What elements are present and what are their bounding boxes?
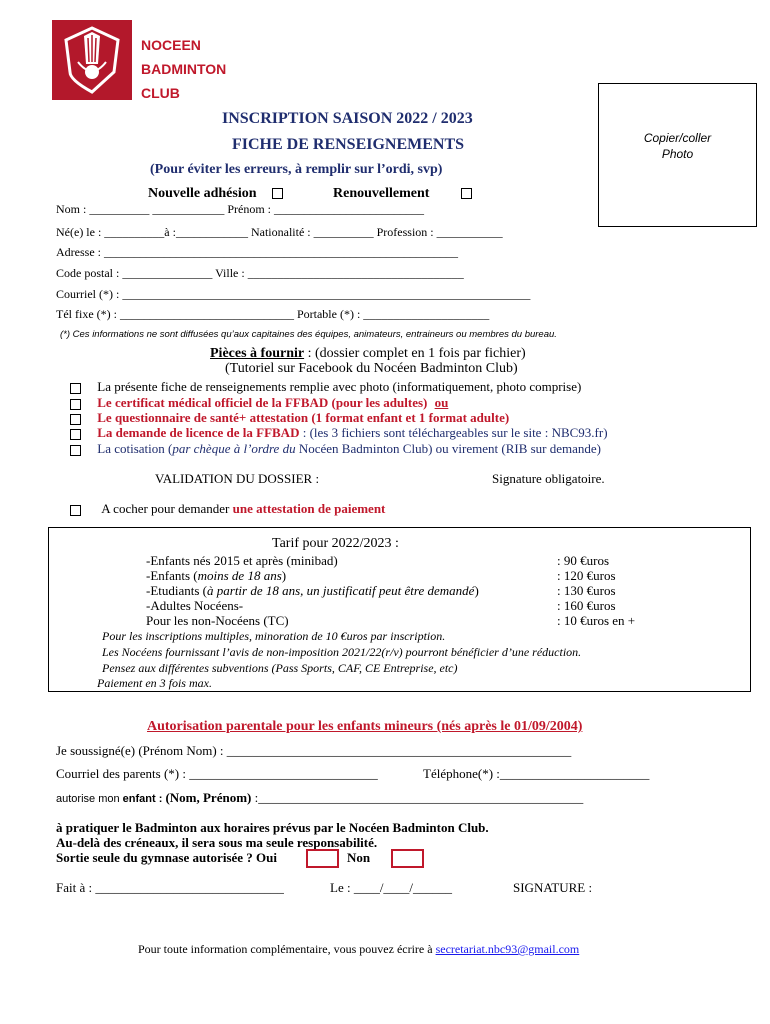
field-courriel-parents[interactable]: Courriel des parents (*) : _____________________________	[56, 766, 378, 781]
autorisation-title: Autorisation parentale pour les enfants mineurs (nés après le 01/09/2004)	[147, 719, 583, 734]
field-courriel[interactable]: Courriel (*) : ____________________________________________________________________	[56, 287, 531, 301]
field-nom[interactable]: Nom : __________ ____________ Prénom : _________________________	[56, 202, 424, 216]
checkbox-attestation[interactable]	[70, 505, 81, 516]
piece-label-ou: ou	[434, 395, 449, 410]
footer	[138, 942, 579, 957]
tarif-price-minibad: : 90 €uros	[557, 553, 609, 568]
choice-nouvelle-label: Nouvelle adhésion	[148, 186, 257, 201]
checkbox-renouvellement[interactable]	[461, 188, 472, 199]
signature-label: SIGNATURE :	[513, 880, 593, 895]
choice-nouvelle[interactable]	[148, 186, 283, 202]
piece-item-licence[interactable]	[70, 425, 608, 441]
tarif-row	[146, 568, 656, 584]
tarif-row	[146, 583, 656, 599]
piece-item-cotisation[interactable]	[70, 441, 601, 457]
piece-item-certificat[interactable]	[70, 395, 448, 411]
tarif-note-paiement: Paiement en 3 fois max.	[97, 676, 212, 690]
validation-label: VALIDATION DU DOSSIER :	[155, 471, 320, 486]
club-logo	[52, 20, 132, 100]
title-season: INSCRIPTION SAISON 2022 / 2023	[222, 110, 473, 127]
signature-required: Signature obligatoire.	[492, 471, 605, 486]
tarif-label-enfants: -Enfants (moins de 18 ans)	[146, 568, 287, 583]
field-fait-a[interactable]: Fait à : _____________________________	[56, 880, 284, 895]
nom-prenom-label: (Nom, Prénom)	[165, 790, 252, 805]
tarif-title: Tarif pour 2022/2023 :	[272, 536, 399, 551]
tarif-row	[146, 553, 656, 569]
checkbox-certificat[interactable]	[70, 399, 81, 410]
piece-label-cotisation-a: La cotisation (	[97, 441, 173, 456]
piece-label-cotisation-c: Nocéen Badminton Club) ou virement (RIB sur demande)	[295, 441, 602, 456]
checkbox-sortie-non[interactable]	[391, 849, 424, 868]
field-date[interactable]: Le : ____/____/______	[330, 880, 453, 895]
piece-label-cotisation-b: par chèque à l’ordre du	[172, 441, 296, 456]
field-code-postal[interactable]: Code postal : _______________ Ville : ____________________________________	[56, 266, 464, 280]
piece-label-certificat: Le certificat médical officiel de la FFBAD (pour les adultes)	[97, 395, 428, 410]
piece-label-licence-site: : (les 3 fichiers sont téléchargeables sur le site : NBC93.fr)	[299, 425, 608, 440]
field-telephone[interactable]: Tél fixe (*) : _____________________________ Portable (*) : _____________________	[56, 307, 490, 321]
tarif-row	[146, 613, 656, 629]
pieces-subtitle: (Tutoriel sur Facebook du Nocéen Badminton Club)	[225, 361, 518, 376]
title-fiche: FICHE DE RENSEIGNEMENTS	[232, 136, 465, 153]
photo-label: Copier/coller Photo	[643, 131, 712, 161]
enfant-label: enfant :	[122, 793, 166, 805]
checkbox-questionnaire[interactable]	[70, 414, 81, 425]
email-link[interactable]: secretariat.nbc93@gmail.com	[435, 942, 580, 956]
tarif-row	[146, 598, 656, 614]
field-soussigne[interactable]: Je soussigné(e) (Prénom Nom) : _____________________________________________________	[56, 743, 572, 758]
tarif-price-non-noceens: : 10 €uros en +	[557, 613, 636, 628]
attestation-red: une attestation de paiement	[232, 501, 386, 516]
checkbox-sortie-oui[interactable]	[306, 849, 339, 868]
autorisation-p3: Sortie seule du gymnase autorisée ? Oui	[56, 850, 277, 865]
subtitle: (Pour éviter les erreurs, à remplir sur l’ordi, svp)	[150, 162, 443, 177]
pieces-title: Pièces à fournir	[210, 346, 305, 361]
piece-label-fiche: La présente fiche de renseignements remplie avec photo (informatiquement, photo comprise)	[97, 379, 582, 394]
club-name: NOCEEN BADMINTON CLUB	[141, 37, 227, 101]
piece-item-fiche[interactable]	[70, 379, 581, 395]
tarif-note-subventions: Pensez aux différentes subventions (Pass Sports, CAF, CE Entreprise, etc)	[102, 661, 458, 675]
field-telephone-parents[interactable]: Téléphone(*) :_______________________	[423, 766, 650, 781]
autorise-label: autorise mon	[56, 793, 123, 805]
field-enfant[interactable]	[56, 789, 583, 807]
footer-text: Pour toute information complémentaire, vous pouvez écrire à	[138, 942, 436, 956]
pieces-title-rest: : (dossier complet en 1 fois par fichier)	[304, 346, 526, 361]
checkbox-cotisation[interactable]	[70, 445, 81, 456]
field-naissance[interactable]: Né(e) le : __________à :____________ Nationalité : __________ Profession : ___________	[56, 225, 503, 239]
piece-label-questionnaire: Le questionnaire de santé+ attestation (1 format enfant et 1 format adulte)	[97, 410, 510, 425]
checkbox-nouvelle[interactable]	[272, 188, 283, 199]
tarif-label-non-noceens: Pour les non-Nocéens (TC)	[146, 613, 289, 628]
attestation-request[interactable]	[70, 501, 385, 517]
tarif-note-non-imposition: Les Nocéens fournissant l’avis de non-imposition 2021/22(r/v) pourront bénéficier d’une réduction.	[102, 645, 582, 659]
choice-renouvellement[interactable]	[333, 186, 472, 202]
attestation-prefix: A cocher pour demander	[101, 501, 233, 516]
tarif-label-minibad: -Enfants nés 2015 et après (minibad)	[146, 553, 338, 568]
enfant-line: :__________________________________________________	[251, 790, 584, 805]
tarif-price-enfants: : 120 €uros	[557, 568, 616, 583]
tarif-label-etudiants: -Etudiants (à partir de 18 ans, un justificatif peut être demandé)	[146, 583, 479, 598]
choice-renouvellement-label: Renouvellement	[333, 186, 430, 201]
tarif-label-adultes: -Adultes Nocéens-	[146, 598, 244, 613]
piece-item-questionnaire[interactable]	[70, 410, 509, 426]
photo-box[interactable]	[598, 83, 757, 227]
checkbox-licence[interactable]	[70, 429, 81, 440]
tarif-note-multiples: Pour les inscriptions multiples, minoration de 10 €uros par inscription.	[102, 629, 446, 643]
autorisation-p2: Au-delà des créneaux, il sera sous ma seule responsabilité.	[56, 835, 378, 850]
tarif-price-etudiants: : 130 €uros	[557, 583, 616, 598]
shuttlecock-logo-icon	[52, 20, 132, 100]
checkbox-fiche[interactable]	[70, 383, 81, 394]
tarif-price-adultes: : 160 €uros	[557, 598, 616, 613]
privacy-note: (*) Ces informations ne sont diffusées qu’aux capitaines des équipes, animateurs, entraineurs ou membres du bureau.	[60, 329, 557, 340]
non-label: Non	[347, 850, 371, 865]
field-adresse[interactable]: Adresse : ___________________________________________________________	[56, 245, 458, 259]
piece-label-licence: La demande de licence de la FFBAD	[97, 425, 300, 440]
autorisation-p1: à pratiquer le Badminton aux horaires prévus par le Nocéen Badminton Club.	[56, 820, 489, 835]
pieces-header	[210, 346, 526, 362]
